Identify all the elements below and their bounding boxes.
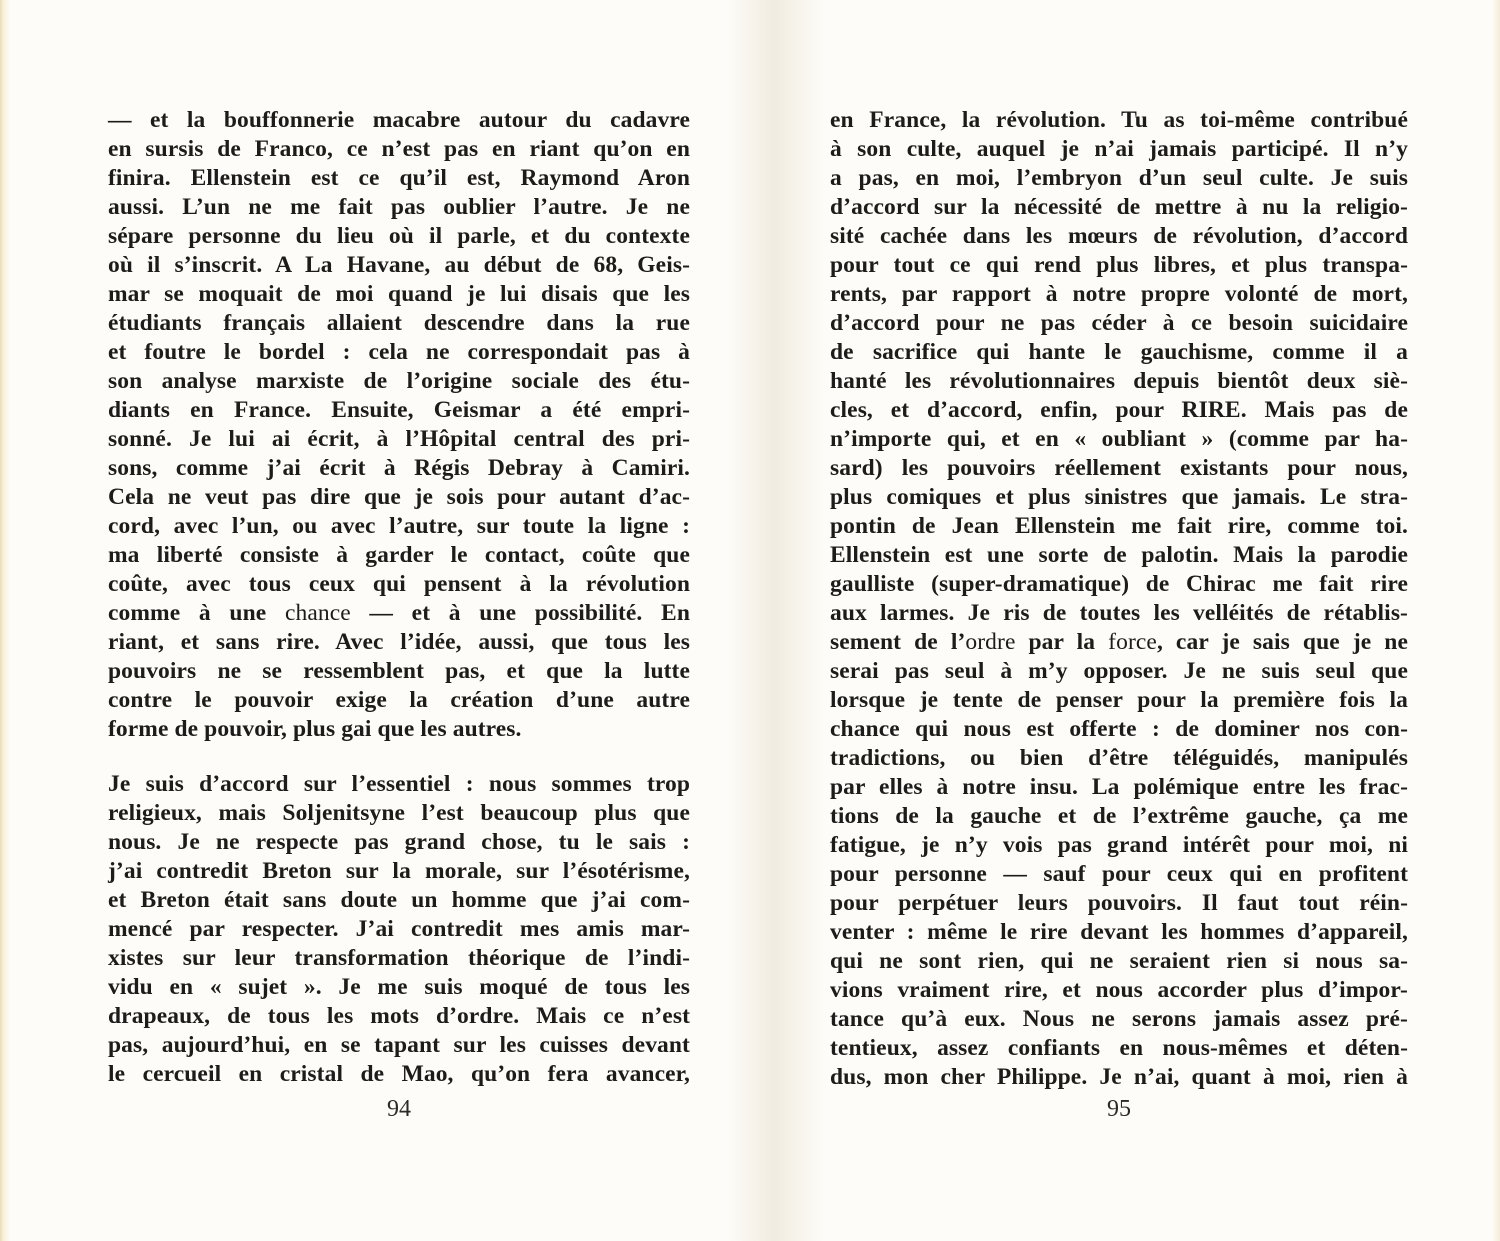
- text-line: cord, avec l’un, ou avec l’autre, sur toute la ligne :: [108, 513, 690, 539]
- scan-edge-right: [1492, 0, 1500, 1241]
- roman-emphasis: ordre: [965, 629, 1016, 655]
- text-line: sité cachée dans les mœurs de révolution, d’accord: [830, 223, 1408, 249]
- text-segment: comme à une: [108, 600, 285, 626]
- text-line: cles, et d’accord, enfin, pour RIRE. Mais pas de: [830, 397, 1408, 423]
- text-line: [830, 628, 1408, 657]
- roman-emphasis: chance: [284, 600, 351, 626]
- text-line: pas, aujourd’hui, en se tapant sur les cuisses devant: [108, 1032, 690, 1058]
- text-line: d’accord sur la nécessité de mettre à nu la religio-: [830, 194, 1408, 220]
- paragraph: [108, 106, 690, 744]
- page-gutter: [728, 0, 824, 1241]
- text-line: aussi. L’un ne me fait pas oublier l’autre. Je ne: [108, 194, 690, 220]
- text-line: vions vraiment rire, et nous accorder plus d’impor-: [830, 977, 1408, 1003]
- text-line: diants en France. Ensuite, Geismar a été empri-: [108, 397, 690, 423]
- text-line: où il s’inscrit. A La Havane, au début de 68, Geis-: [108, 252, 690, 278]
- text-line: drapeaux, de tous les mots d’ordre. Mais ce n’est: [108, 1003, 690, 1029]
- text-line: de sacrifice qui hante le gauchisme, comme il a: [830, 339, 1408, 365]
- text-line: tions de la gauche et de l’extrême gauche, ça me: [830, 803, 1408, 829]
- text-line: sons, comme j’ai écrit à Régis Debray à Camiri.: [108, 455, 690, 481]
- text-line: Je suis d’accord sur l’essentiel : nous sommes trop: [108, 771, 690, 797]
- text-line: j’ai contredit Breton sur la morale, sur l’ésotérisme,: [108, 858, 690, 884]
- page-94-text-block: [108, 106, 690, 1089]
- text-line: tradictions, ou bien d’être téléguidés, manipulés: [830, 745, 1408, 771]
- text-line: sonné. Je lui ai écrit, à l’Hôpital central des pri-: [108, 426, 690, 452]
- text-line: en sursis de Franco, ce n’est pas en riant qu’on en: [108, 136, 690, 162]
- text-line: tentieux, assez confiants en nous-mêmes et déten-: [830, 1035, 1408, 1061]
- text-line: coûte, avec tous ceux qui pensent à la révolution: [108, 571, 690, 597]
- text-line: [108, 599, 690, 628]
- paragraph: [108, 770, 690, 1089]
- text-line: finira. Ellenstein est ce qu’il est, Raymond Aron: [108, 165, 690, 191]
- scan-edge-left: [0, 0, 10, 1241]
- text-line: Cela ne veut pas dire que je sois pour autant d’ac-: [108, 484, 690, 510]
- paragraph: [830, 106, 1408, 1092]
- text-line: forme de pouvoir, plus gai que les autres.: [108, 716, 522, 742]
- text-line: en France, la révolution. Tu as toi-même contribué: [830, 107, 1408, 133]
- text-line: sépare personne du lieu où il parle, et du contexte: [108, 223, 690, 249]
- text-line: pouvoirs ne se ressemblent pas, et que la lutte: [108, 658, 690, 684]
- text-line: lorsque je tente de penser pour la première fois la: [830, 687, 1408, 713]
- text-line: vidu en « sujet ». Je me suis moqué de tous les: [108, 974, 690, 1000]
- text-line: serai pas seul à m’y opposer. Je ne suis seul que: [830, 658, 1408, 684]
- text-line: et foutre le bordel : cela ne correspondait pas à: [108, 339, 690, 365]
- text-line: d’accord pour ne pas céder à ce besoin suicidaire: [830, 310, 1408, 336]
- text-segment: sement de l’: [830, 629, 966, 655]
- text-line: gaulliste (super-dramatique) de Chirac me fait rire: [830, 571, 1408, 597]
- text-line: a pas, en moi, l’embryon d’un seul culte. Je suis: [830, 165, 1408, 191]
- text-line: et Breton était sans doute un homme que j’ai com-: [108, 887, 690, 913]
- page-number-95: 95: [1107, 1096, 1131, 1122]
- text-line: pour personne — sauf pour ceux qui en profitent: [830, 861, 1408, 887]
- text-line: son analyse marxiste de l’origine sociale des étu-: [108, 368, 690, 394]
- text-line: religieux, mais Soljenitsyne l’est beaucoup plus que: [108, 800, 690, 826]
- text-line: nous. Je ne respecte pas grand chose, tu le sais :: [108, 829, 690, 855]
- text-line: pour tout ce qui rend plus libres, et plus transpa-: [830, 252, 1408, 278]
- text-line: pour perpétuer leurs pouvoirs. Il faut tout réin-: [830, 890, 1408, 916]
- text-segment: , car je sais que je ne: [1156, 629, 1408, 655]
- text-line: tance qu’à eux. Nous ne serons jamais assez pré-: [830, 1006, 1408, 1032]
- text-line: xistes sur leur transformation théorique de l’indi-: [108, 945, 690, 971]
- text-line: dus, mon cher Philippe. Je n’ai, quant à moi, rien à: [830, 1064, 1408, 1090]
- page-95-text-block: [830, 106, 1408, 1092]
- text-line: venter : même le rire devant les hommes d’appareil,: [830, 919, 1408, 945]
- text-line: ma liberté consiste à garder le contact, coûte que: [108, 542, 690, 568]
- page-number-94: 94: [387, 1096, 411, 1122]
- text-line: contre le pouvoir exige la création d’une autre: [108, 687, 690, 713]
- text-line: aux larmes. Je ris de toutes les velléités de rétablis-: [830, 600, 1408, 626]
- roman-emphasis: force: [1108, 629, 1157, 655]
- text-line: — et la bouffonnerie macabre autour du cadavre: [108, 107, 690, 133]
- text-line: mencé par respecter. J’ai contredit mes amis mar-: [108, 916, 690, 942]
- text-line: riant, et sans rire. Avec l’idée, aussi, que tous les: [108, 629, 690, 655]
- text-line: par elles à notre insu. La polémique entre les frac-: [830, 774, 1408, 800]
- text-line: le cercueil en cristal de Mao, qu’on fera avancer,: [108, 1061, 690, 1087]
- text-line: n’importe qui, et en « oubliant » (comme par ha-: [830, 426, 1408, 452]
- text-line: rents, par rapport à notre propre volonté de mort,: [830, 281, 1408, 307]
- text-line: fatigue, je n’y vois pas grand intérêt pour moi, ni: [830, 832, 1408, 858]
- text-line: à son culte, auquel je n’ai jamais participé. Il n’y: [830, 136, 1408, 162]
- text-line: mar se moquait de moi quand je lui disais que les: [108, 281, 690, 307]
- text-line: hanté les révolutionnaires depuis bientôt deux siè-: [830, 368, 1408, 394]
- text-line: plus comiques et plus sinistres que jamais. Le stra-: [830, 484, 1408, 510]
- text-segment: — et à une possibilité. En: [350, 600, 690, 626]
- text-line: pontin de Jean Ellenstein me fait rire, comme toi.: [830, 513, 1408, 539]
- text-line: sard) les pouvoirs réellement existants pour nous,: [830, 455, 1408, 481]
- text-line: Ellenstein est une sorte de palotin. Mais la parodie: [830, 542, 1408, 568]
- text-line: qui ne sont rien, qui ne seraient rien si nous sa-: [830, 948, 1408, 974]
- text-segment: par la: [1015, 629, 1109, 655]
- text-line: chance qui nous est offerte : de dominer nos con-: [830, 716, 1408, 742]
- text-line: étudiants français allaient descendre dans la rue: [108, 310, 690, 336]
